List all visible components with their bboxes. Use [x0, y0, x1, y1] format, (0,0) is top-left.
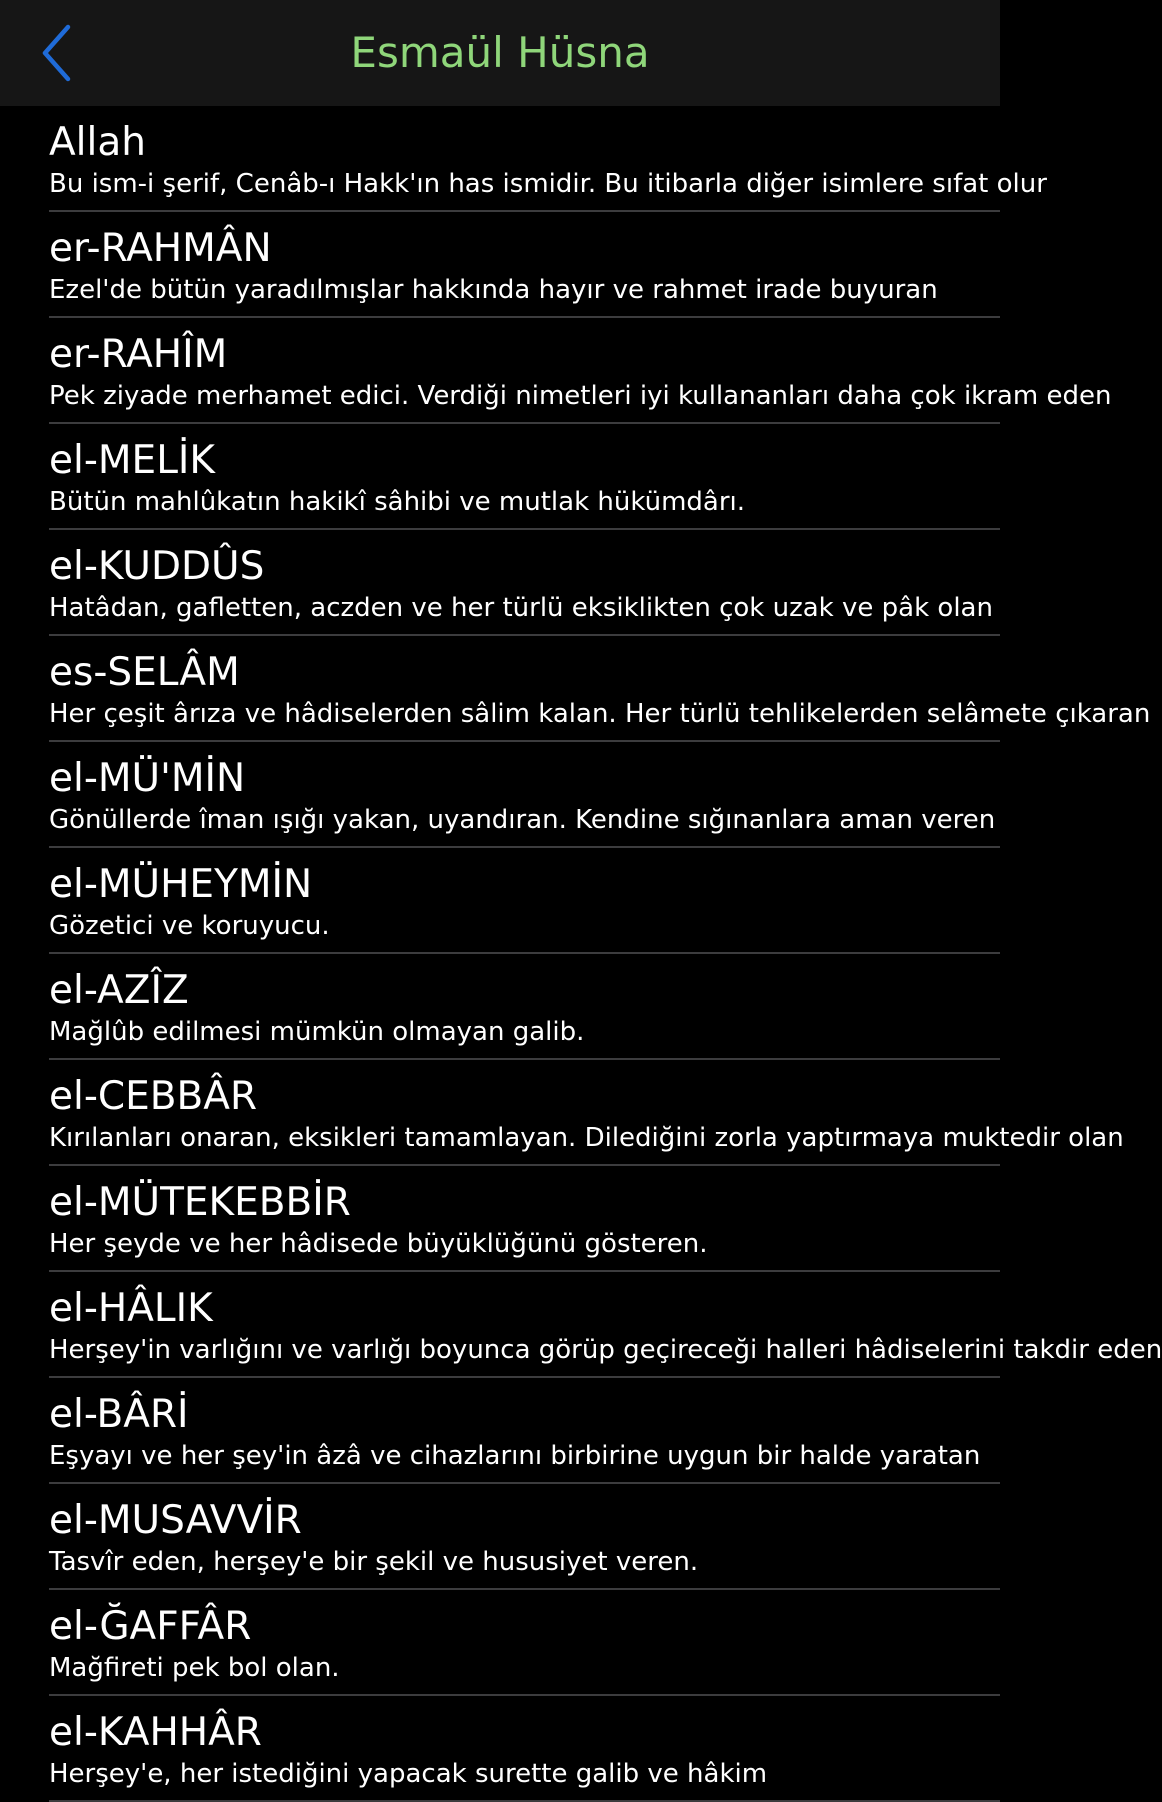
name-description: Eşyayı ve her şey'in âzâ ve cihazlarını birbirine uygun bir halde yaratan	[49, 1441, 981, 1471]
list-item[interactable]	[0, 636, 1151, 742]
list-item[interactable]	[0, 1166, 1000, 1272]
name-description: Mağfireti pek bol olan.	[49, 1653, 340, 1683]
name-title: el-MÜ'MİN	[49, 756, 246, 801]
name-title: er-RAHMÂN	[49, 226, 272, 271]
name-title: er-RAHÎM	[49, 332, 228, 377]
list-item[interactable]	[0, 742, 1000, 848]
name-description: Bu ism-i şerif, Cenâb-ı Hakk'ın has ismidir. Bu itibarla diğer isimlere sıfat olur	[49, 169, 1047, 199]
list-item[interactable]	[0, 1272, 1162, 1378]
list-item[interactable]	[0, 530, 1000, 636]
list-item[interactable]	[0, 212, 1000, 318]
name-description: Bütün mahlûkatın hakikî sâhibi ve mutlak hükümdârı.	[49, 487, 746, 517]
name-title: el-MUSAVVİR	[49, 1498, 302, 1543]
name-title: el-HÂLIK	[49, 1286, 213, 1331]
name-description: Her çeşit ârıza ve hâdiselerden sâlim kalan. Her türlü tehlikelerden selâmete çıkaran	[49, 699, 1151, 729]
name-title: el-KAHHÂR	[49, 1710, 262, 1755]
name-title: es-SELÂM	[49, 650, 240, 695]
list-item[interactable]	[0, 1060, 1124, 1166]
list-item[interactable]	[0, 848, 1000, 954]
name-title: el-MÜTEKEBBİR	[49, 1180, 351, 1225]
name-description: Pek ziyade merhamet edici. Verdiği nimetleri iyi kullananları daha çok ikram eden	[49, 381, 1112, 411]
page-title: Esmaül Hüsna	[350, 28, 650, 77]
name-title: el-MELİK	[49, 438, 215, 483]
name-description: Her şeyde ve her hâdisede büyüklüğünü gösteren.	[49, 1229, 708, 1259]
name-description: Herşey'e, her istediğini yapacak surette galib ve hâkim	[49, 1759, 768, 1789]
list-item[interactable]	[0, 424, 1000, 530]
list-item[interactable]	[0, 954, 1000, 1060]
list-item[interactable]	[0, 318, 1112, 424]
list-item[interactable]	[0, 106, 1047, 212]
names-list[interactable]	[0, 106, 1162, 1789]
list-item[interactable]	[0, 1378, 1000, 1484]
chevron-left-icon	[36, 22, 86, 84]
name-description: Tasvîr eden, herşey'e bir şekil ve hususiyet veren.	[49, 1547, 699, 1577]
name-title: el-BÂRİ	[49, 1392, 189, 1437]
name-title: el-MÜHEYMİN	[49, 862, 313, 907]
name-title: el-AZÎZ	[49, 968, 189, 1013]
name-description: Gönüllerde îman ışığı yakan, uyandıran. Kendine sığınanlara aman veren	[49, 805, 996, 835]
name-description: Ezel'de bütün yaradılmışlar hakkında hayır ve rahmet irade buyuran	[49, 275, 938, 305]
name-title: el-ĞAFFÂR	[49, 1604, 252, 1649]
list-item[interactable]	[0, 1696, 1000, 1802]
list-item[interactable]	[0, 1590, 1000, 1696]
name-description: Hatâdan, gafletten, aczden ve her türlü eksiklikten çok uzak ve pâk olan	[49, 593, 993, 623]
name-description: Gözetici ve koruyucu.	[49, 911, 330, 941]
navigation-bar	[0, 0, 1000, 106]
name-title: Allah	[49, 120, 146, 165]
list-item[interactable]	[0, 1484, 1000, 1590]
name-description: Mağlûb edilmesi mümkün olmayan galib.	[49, 1017, 585, 1047]
name-title: el-CEBBÂR	[49, 1074, 258, 1119]
name-description: Kırılanları onaran, eksikleri tamamlayan. Dilediğini zorla yaptırmaya muktedir olan	[49, 1123, 1124, 1153]
back-button[interactable]	[36, 22, 86, 84]
name-title: el-KUDDÛS	[49, 544, 265, 589]
name-description: Herşey'in varlığını ve varlığı boyunca görüp geçireceği halleri hâdiselerini takdir eden	[49, 1335, 1162, 1365]
